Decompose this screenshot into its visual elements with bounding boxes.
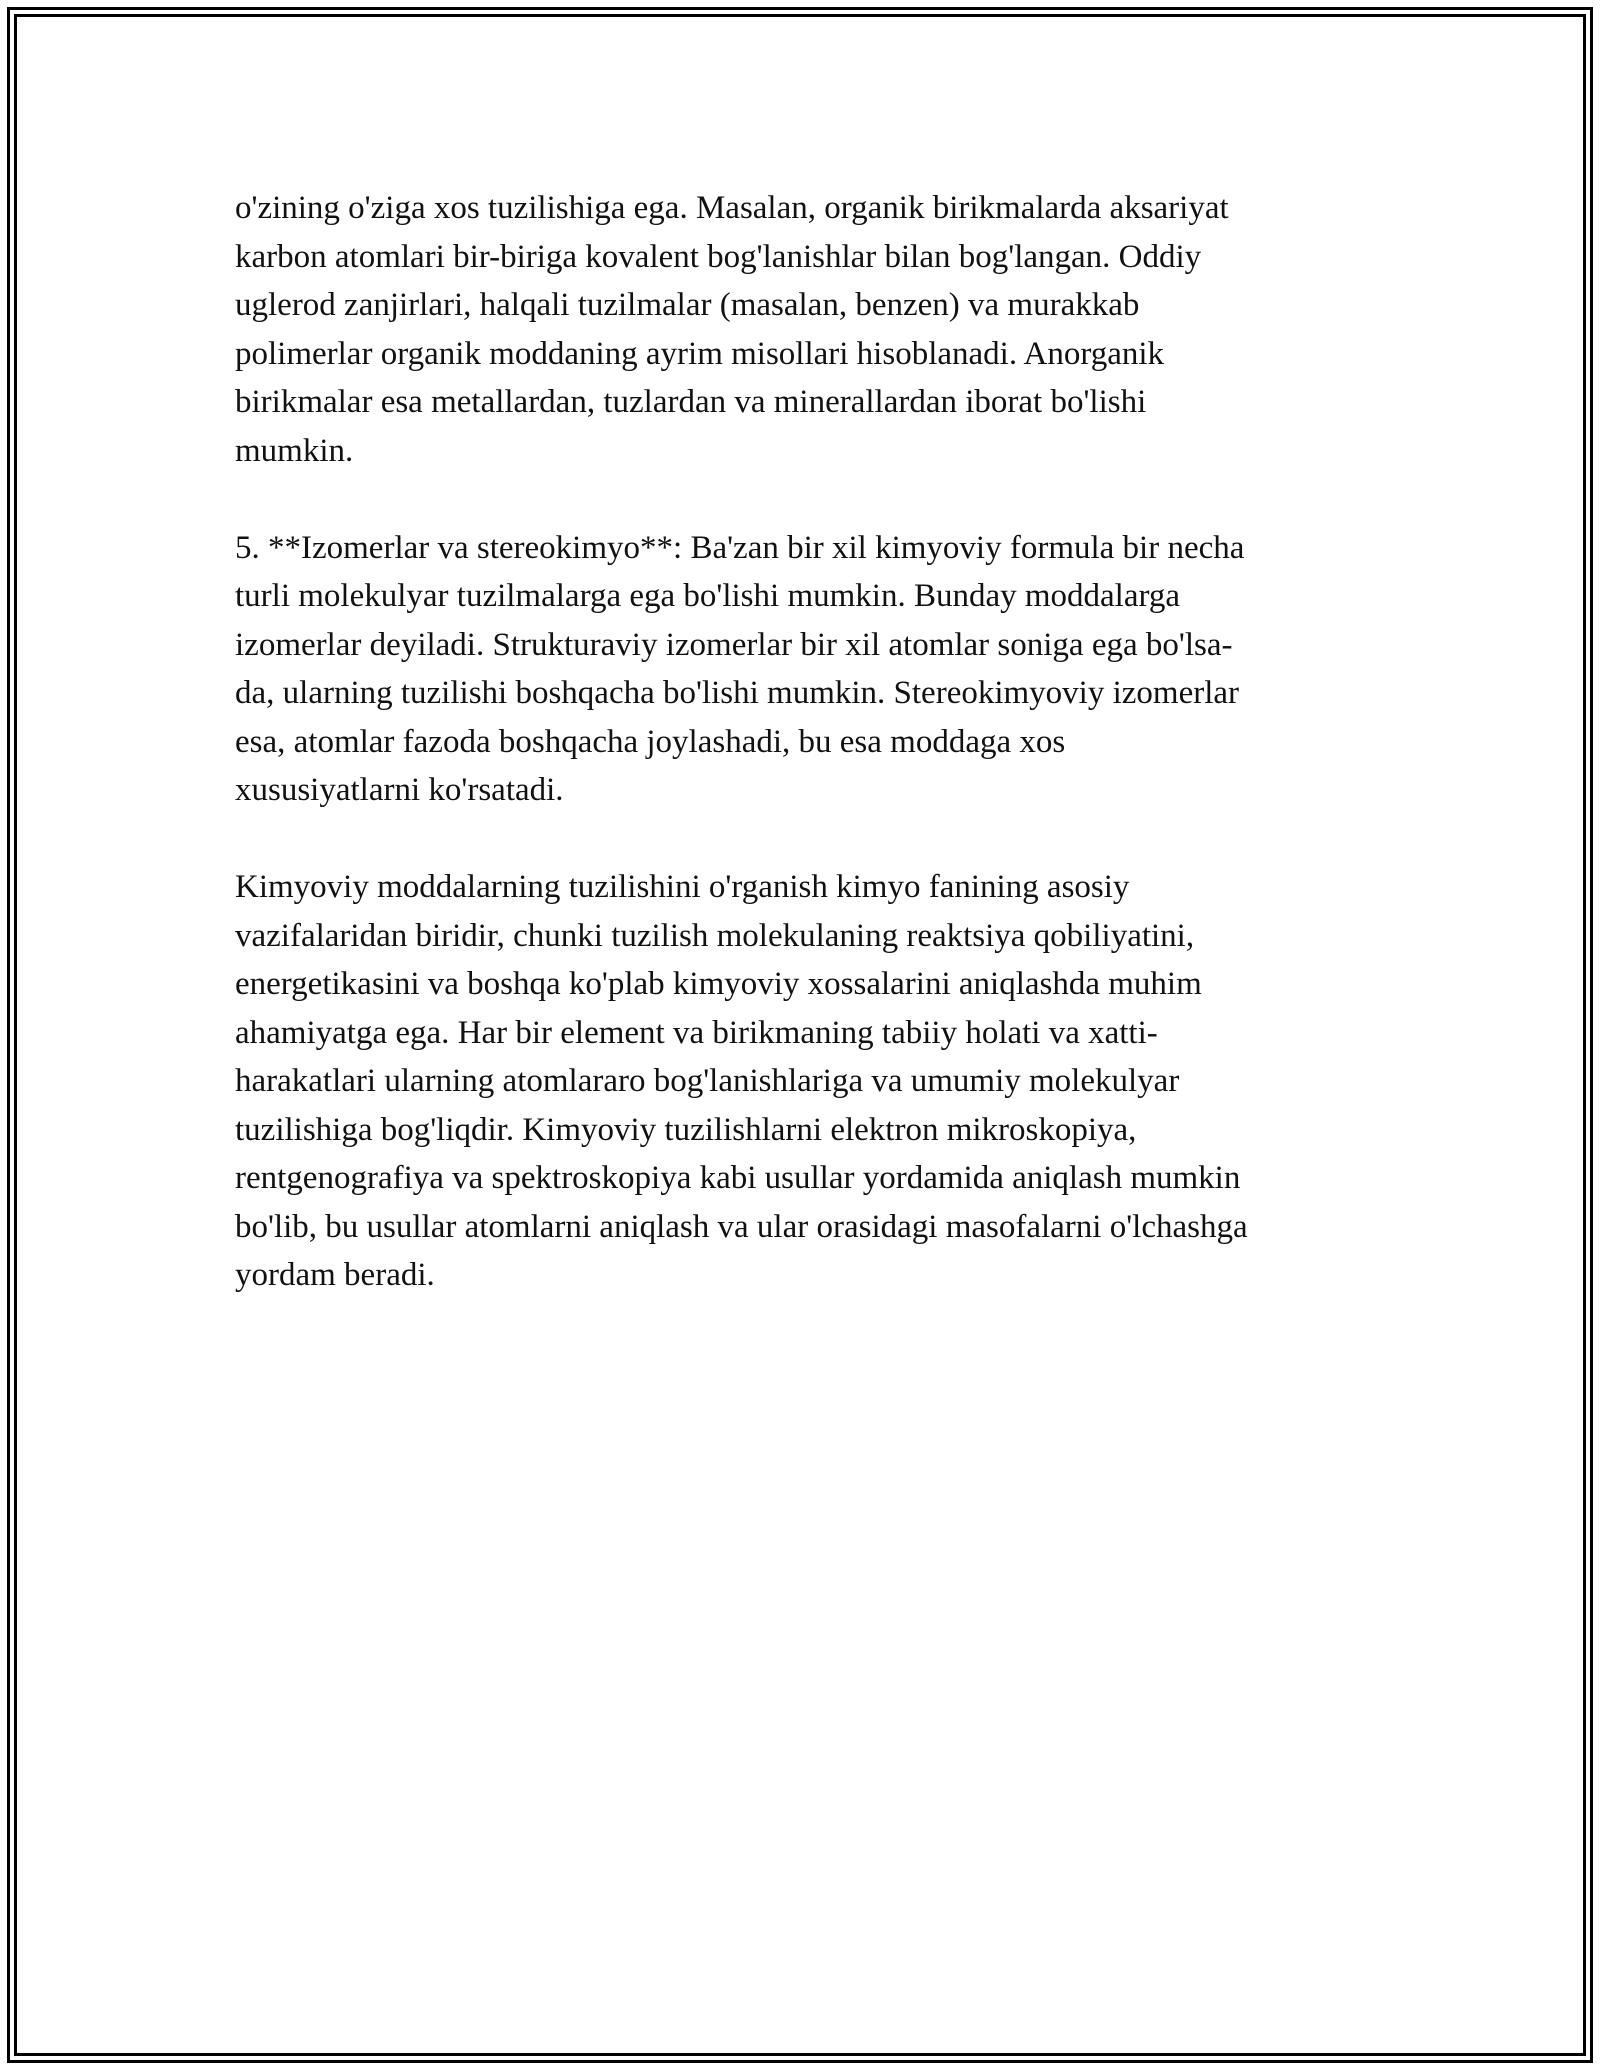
document-body xyxy=(235,184,1365,1348)
text-line: karbon atomlari bir-biriga kovalent bog'lanishlar bilan bog'langan. Oddiy xyxy=(235,238,1202,275)
text-line: xususiyatlarni ko'rsatadi. xyxy=(235,772,564,808)
text-line: harakatlari ularning atomlararo bog'lanishlariga va umumiy molekulyar xyxy=(235,1063,1180,1099)
text-line: da, ularning tuzilishi boshqacha bo'lishi mumkin. Stereokimyoviy izomerlar xyxy=(235,675,1240,711)
text-line: tuzilishiga bog'liqdir. Kimyoviy tuzilishlarni elektron mikroskopiya, xyxy=(235,1111,1137,1148)
text-line: turli molekulyar tuzilmalarga ega bo'lishi mumkin. Bunday moddalarga xyxy=(235,578,1181,614)
text-line: bo'lib, bu usullar atomlarni aniqlash va ular orasidagi masofalarni o'lchashga xyxy=(235,1208,1248,1245)
paragraph-conclusion xyxy=(235,863,1365,1300)
text-line: vazifalaridan biridir, chunki tuzilish molekulaning reaktsiya qobiliyatini, xyxy=(235,917,1195,954)
text-line: uglerod zanjirlari, halqali tuzilmalar (masalan, benzen) va murakkab xyxy=(235,287,1140,323)
text-line: Kimyoviy moddalarning tuzilishini o'rganish kimyo fanining asosiy xyxy=(235,869,1130,905)
text-line: 5. **Izomerlar va stereokimyo**: Ba'zan bir xil kimyoviy formula bir necha xyxy=(235,529,1245,566)
paragraph-structure xyxy=(235,184,1365,475)
text-line: rentgenografiya va spektroskopiya kabi usullar yordamida aniqlash mumkin xyxy=(235,1160,1241,1196)
text-line: izomerlar deyiladi. Strukturaviy izomerlar bir xil atomlar soniga ega bo'lsa- xyxy=(235,626,1233,663)
text-line: esa, atomlar fazoda boshqacha joylashadi, bu esa moddaga xos xyxy=(235,723,1066,760)
text-line: o'zining o'ziga xos tuzilishiga ega. Masalan, organik birikmalarda aksariyat xyxy=(235,190,1229,226)
paragraph-isomers xyxy=(235,524,1365,815)
text-line: energetikasini va boshqa ko'plab kimyoviy xossalarini aniqlashda muhim xyxy=(235,966,1202,1002)
text-line: mumkin. xyxy=(235,432,354,469)
text-line: birikmalar esa metallardan, tuzlardan va minerallardan iborat bo'lishi xyxy=(235,384,1147,420)
text-line: ahamiyatga ega. Har bir element va birikmaning tabiiy holati va xatti- xyxy=(235,1014,1158,1051)
text-line: yordam beradi. xyxy=(235,1257,435,1293)
text-line: polimerlar organik moddaning ayrim misollari hisoblanadi. Anorganik xyxy=(235,335,1165,372)
